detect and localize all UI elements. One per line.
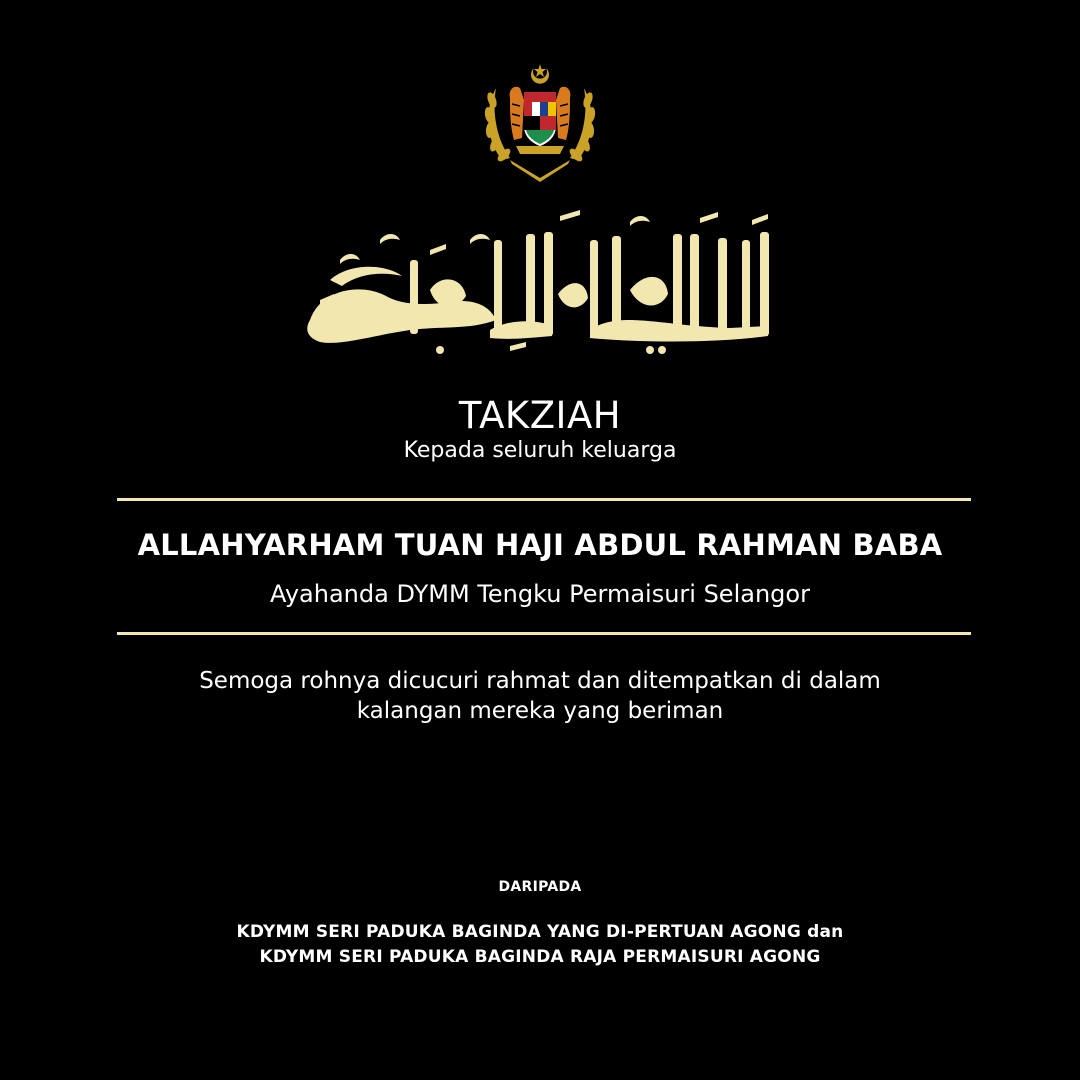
from-label: DARIPADA bbox=[498, 879, 582, 895]
divider-top bbox=[117, 498, 971, 501]
prayer-text bbox=[0, 666, 1080, 726]
deceased-relation: Ayahanda DYMM Tengku Permaisuri Selangor bbox=[270, 580, 810, 608]
deceased-name: ALLAHYARHAM TUAN HAJI ABDUL RAHMAN BABA bbox=[137, 528, 943, 562]
condolence-title: TAKZIAH bbox=[458, 394, 622, 437]
royal-crest-icon bbox=[480, 60, 600, 185]
divider-bottom bbox=[117, 632, 971, 635]
condolence-subtitle: Kepada seluruh keluarga bbox=[403, 438, 677, 463]
sender-line-1: KDYMM SERI PADUKA BAGINDA YANG DI-PERTUAN AGONG dan bbox=[236, 922, 844, 942]
arabic-calligraphy bbox=[290, 210, 790, 360]
sender-line-2: KDYMM SERI PADUKA BAGINDA RAJA PERMAISURI AGONG bbox=[259, 947, 821, 967]
prayer-line-2: kalangan mereka yang beriman bbox=[356, 698, 724, 724]
senders bbox=[0, 920, 1080, 970]
prayer-line-1: Semoga rohnya dicucuri rahmat dan ditempatkan di dalam bbox=[199, 668, 881, 694]
